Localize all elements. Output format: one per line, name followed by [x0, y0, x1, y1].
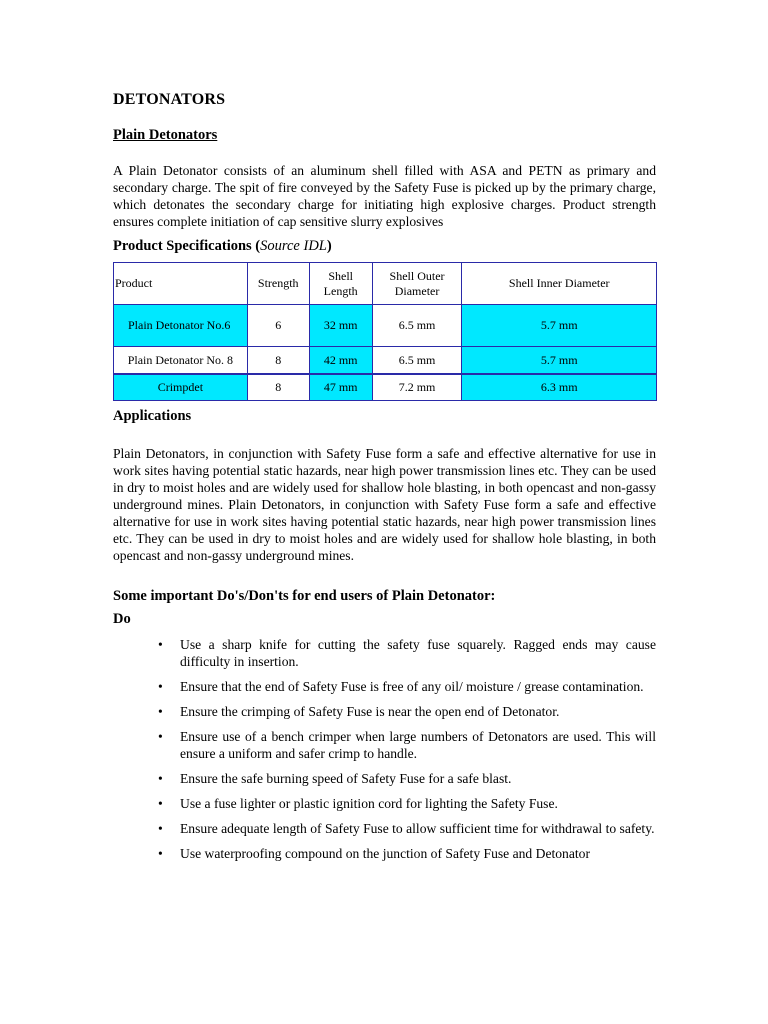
- table-cell: Plain Detonator No. 8: [114, 347, 248, 375]
- list-item-text: Use a sharp knife for cutting the safety fuse squarely. Ragged ends may cause difficulty in insertion.: [180, 637, 656, 669]
- list-item: [113, 678, 656, 695]
- section-subtitle: Plain Detonators: [113, 127, 218, 143]
- table-cell: Plain Detonator No.6: [114, 305, 248, 347]
- list-item: [113, 820, 656, 837]
- list-item-text: Ensure use of a bench crimper when large numbers of Detonators are used. This will ensure a uniform and safer crimp to handle.: [180, 729, 656, 761]
- table-row: [114, 347, 657, 375]
- dos-donts-heading: Some important Do's/Don'ts for end users of Plain Detonator:: [113, 588, 496, 604]
- table-cell: 6.3 mm: [462, 374, 657, 401]
- table-cell: 7.2 mm: [372, 374, 462, 401]
- list-item-text: Ensure that the end of Safety Fuse is free of any oil/ moisture / grease contamination.: [180, 679, 644, 694]
- bullet-icon: •: [158, 821, 163, 836]
- list-item: [113, 728, 656, 762]
- list-item-text: Ensure adequate length of Safety Fuse to allow sufficient time for withdrawal to safety.: [180, 821, 655, 836]
- table-cell: 5.7 mm: [462, 347, 657, 375]
- bullet-icon: •: [158, 637, 163, 652]
- spec-heading: [113, 238, 332, 255]
- bullet-icon: •: [158, 729, 163, 744]
- bullet-icon: •: [158, 771, 163, 786]
- table-header-cell: Shell Inner Diameter: [462, 263, 657, 305]
- bullet-icon: •: [158, 679, 163, 694]
- table-cell: 42 mm: [309, 347, 372, 375]
- list-item: [113, 845, 656, 862]
- list-item: [113, 703, 656, 720]
- table-cell: Crimpdet: [114, 374, 248, 401]
- table-header-cell: Product: [114, 263, 248, 305]
- applications-paragraph: Plain Detonators, in conjunction with Safety Fuse form a safe and effective alternative for use in work sites having potential static hazards, near high power transmission lines etc. They can be used in dry to moist holes and are widely used for shallow hole blasting, in both opencast and non-gassy underground mines. Plain Detonators, in conjunction with Safety Fuse form a safe and effective alternative for use in work sites having potential static hazards, near high power transmission lines etc. They can be used in dry to moist holes and are widely used for shallow hole blasting, in both opencast and non-gassy underground mines.: [113, 446, 656, 563]
- table-cell: 8: [247, 347, 309, 375]
- table-header-row: [114, 263, 657, 305]
- table-cell: 32 mm: [309, 305, 372, 347]
- spec-heading-source: Source IDL: [260, 238, 327, 254]
- table-row: [114, 305, 657, 347]
- spec-heading-suffix: ): [326, 238, 332, 254]
- table-header-cell: Shell Outer Diameter: [372, 263, 462, 305]
- table-cell: 5.7 mm: [462, 305, 657, 347]
- table-cell: 8: [247, 374, 309, 401]
- bullet-icon: •: [158, 846, 163, 861]
- intro-paragraph: A Plain Detonator consists of an aluminum shell filled with ASA and PETN as primary and secondary charge. The spit of fire conveyed by the Safety Fuse is picked up by the primary charge, which detonates the secondary charge for initiating high explosive charges. Product strength ensures complete initiation of cap sensitive slurry explosives: [113, 163, 656, 229]
- table-cell: 6.5 mm: [372, 305, 462, 347]
- bullet-icon: •: [158, 704, 163, 719]
- list-item-text: Use waterproofing compound on the junction of Safety Fuse and Detonator: [180, 846, 590, 861]
- applications-heading: Applications: [113, 408, 192, 424]
- table-header-cell: Shell Length: [309, 263, 372, 305]
- table-cell: 6: [247, 305, 309, 347]
- list-item-text: Use a fuse lighter or plastic ignition cord for lighting the Safety Fuse.: [180, 796, 558, 811]
- page-title: DETONATORS: [113, 91, 226, 108]
- table-row: [114, 374, 657, 401]
- spec-heading-prefix: Product Specifications (: [113, 238, 261, 254]
- list-item-text: Ensure the safe burning speed of Safety Fuse for a safe blast.: [180, 771, 512, 786]
- table-cell: 6.5 mm: [372, 347, 462, 375]
- do-heading: Do: [113, 611, 131, 627]
- list-item: [113, 795, 656, 812]
- table-cell: 47 mm: [309, 374, 372, 401]
- list-item-text: Ensure the crimping of Safety Fuse is near the open end of Detonator.: [180, 704, 560, 719]
- do-list: [113, 636, 656, 870]
- bullet-icon: •: [158, 796, 163, 811]
- table-header-cell: Strength: [247, 263, 309, 305]
- spec-table: [113, 262, 657, 401]
- list-item: [113, 770, 656, 787]
- list-item: [113, 636, 656, 670]
